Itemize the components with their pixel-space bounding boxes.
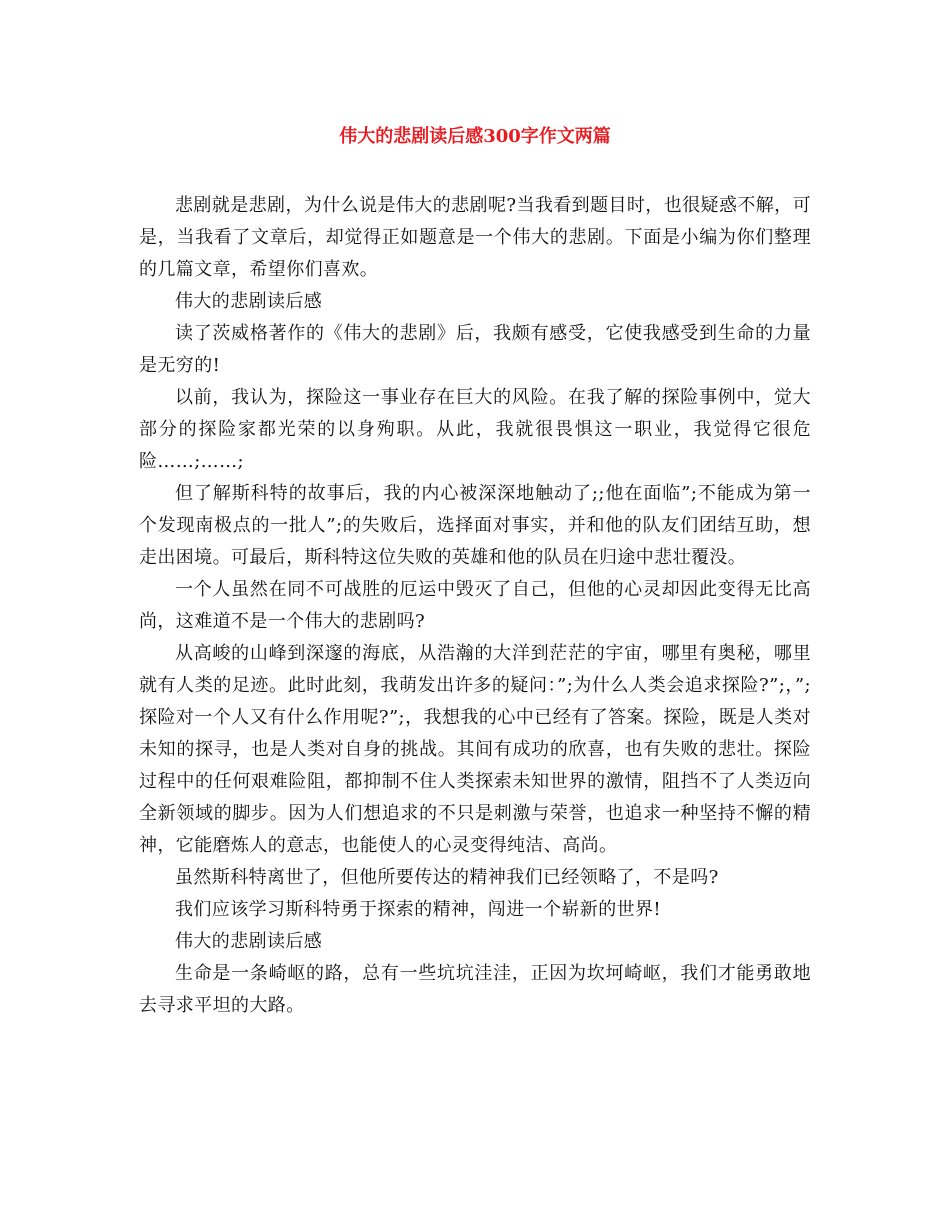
document-title: 伟大的悲剧读后感300字作文两篇 [339, 126, 611, 147]
body-paragraph: 生命是一条崎岖的路，总有一些坑坑洼洼，正因为坎坷崎岖，我们才能勇敢地去寻求平坦的大路。 [139, 963, 811, 1016]
body-paragraph: 从高峻的山峰到深邃的海底，从浩瀚的大洋到茫茫的宇宙，哪里有奥秘，哪里就有人类的足迹。此时此刻，我萌发出许多的疑问：”;为什么人类会追求探险?”;，”;探险对一个人又有什么作用呢?”;，我想我的心中已经有了答案。探险，既是人类对未知的探寻，也是人类对自身的挑战。其间有成功的欣喜，也有失败的悲壮。探险过程中的任何艰难险阻，都抑制不住人类探索未知世界的激情，阻挡不了人类迈向全新领域的脚步。因为人们想追求的不只是刺激与荣誉，也追求一种坚持不懈的精神，它能磨炼人的意志，也能使人的心灵变得纯洁、高尚。 [139, 643, 811, 856]
document-body [139, 190, 811, 1022]
body-paragraph: 一个人虽然在同不可战胜的厄运中毁灭了自己，但他的心灵却因此变得无比高尚，这难道不是一个伟大的悲剧吗? [139, 579, 811, 632]
body-paragraph: 但了解斯科特的故事后，我的内心被深深地触动了;;他在面临”;不能成为第一个发现南极点的一批人”;的失败后，选择面对事实，并和他的队友们团结互助，想走出困境。可最后，斯科特这位失败的英雄和他的队员在归途中悲壮覆没。 [139, 483, 811, 568]
body-paragraph: 虽然斯科特离世了，但他所要传达的精神我们已经领略了，不是吗? [175, 867, 719, 888]
body-paragraph: 以前，我认为，探险这一事业存在巨大的风险。在我了解的探险事例中，觉大部分的探险家都光荣的以身殉职。从此，我就很畏惧这一职业，我觉得它很危险……;……; [139, 387, 811, 472]
body-paragraph: 我们应该学习斯科特勇于探索的精神，闯进一个崭新的世界! [175, 899, 662, 920]
section-heading: 伟大的悲剧读后感 [175, 931, 323, 952]
section-heading: 伟大的悲剧读后感 [175, 291, 323, 312]
intro-paragraph: 悲剧就是悲剧，为什么说是伟大的悲剧呢?当我看到题目时，也很疑惑不解，可是，当我看了文章后，却觉得正如题意是一个伟大的悲剧。下面是小编为你们整理的几篇文章，希望你们喜欢。 [139, 195, 811, 280]
body-paragraph: 读了茨威格著作的《伟大的悲剧》后，我颇有感受，它使我感受到生命的力量是无穷的! [139, 323, 811, 376]
